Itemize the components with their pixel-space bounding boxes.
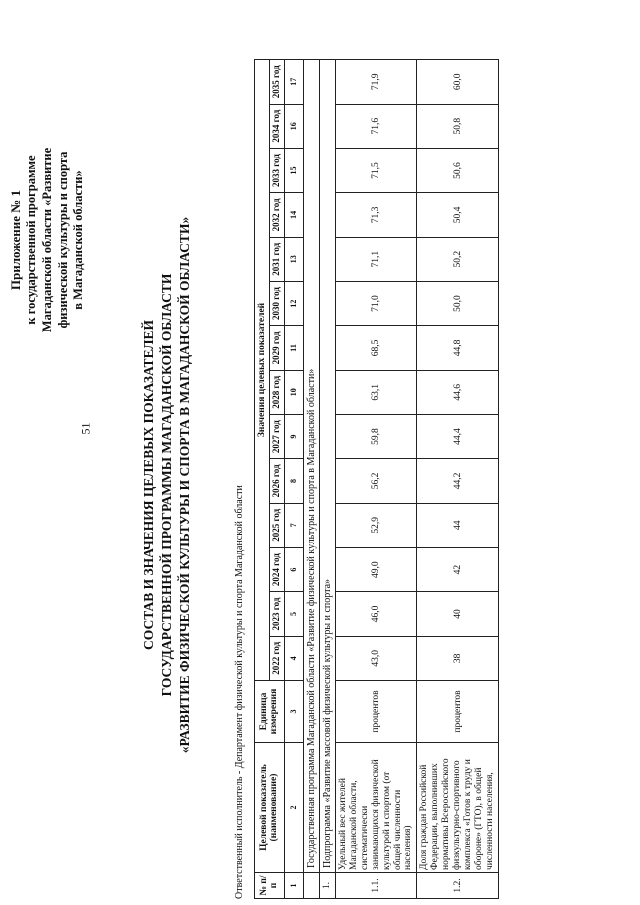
year-header: 2034 год xyxy=(270,104,285,148)
appendix-line: физической культуры и спорта xyxy=(55,151,70,329)
year-header: 2033 год xyxy=(270,148,285,192)
year-header: 2025 год xyxy=(270,503,285,547)
year-header: 2024 год xyxy=(270,547,285,591)
title-line: ГОСУДАРСТВЕННОЙ ПРОГРАММЫ МАГАДАНСКОЙ ОБЛАСТИ xyxy=(159,273,175,697)
column-index: 15 xyxy=(284,148,303,192)
indicator-value: 50,0 xyxy=(417,281,498,325)
indicator-value: 40 xyxy=(417,592,498,636)
column-index: 16 xyxy=(284,104,303,148)
indicator-value: 50,2 xyxy=(417,237,498,281)
subprogram-row: Подпрограмма «Развитие массовой физической культуры и спорта» xyxy=(319,60,335,873)
indicator-value: 56,2 xyxy=(335,459,416,503)
header-name: Целевой показатель (наименование) xyxy=(255,743,285,873)
indicator-value: 46,0 xyxy=(335,592,416,636)
year-header: 2029 год xyxy=(270,326,285,370)
column-index: 3 xyxy=(284,681,303,743)
column-index: 13 xyxy=(284,237,303,281)
rotated-page-content xyxy=(0,35,610,905)
page-number: 51 xyxy=(78,422,93,435)
column-index: 8 xyxy=(284,459,303,503)
index-row xyxy=(284,60,303,899)
year-header: 2030 год xyxy=(270,281,285,325)
subprogram-num: 1. xyxy=(319,873,335,899)
header-unit: Единица измерения xyxy=(255,681,285,743)
year-header: 2023 год xyxy=(270,592,285,636)
indicator-value: 44 xyxy=(417,503,498,547)
indicator-value: 50,8 xyxy=(417,104,498,148)
column-index: 10 xyxy=(284,370,303,414)
table-row xyxy=(335,60,416,899)
header-num: № п/п xyxy=(255,873,285,899)
title-line: «РАЗВИТИЕ ФИЗИЧЕСКОЙ КУЛЬТУРЫ И СПОРТА В МАГАДАНСКОЙ ОБЛАСТИ» xyxy=(177,216,193,754)
indicator-unit: процентов xyxy=(417,681,498,743)
indicator-value: 52,9 xyxy=(335,503,416,547)
responsible-executor: Ответственный исполнитель - Департамент физической культуры и спорта Магаданской области xyxy=(234,485,245,899)
column-index: 4 xyxy=(284,636,303,680)
appendix-header xyxy=(8,125,87,355)
table-row xyxy=(417,60,498,899)
indicator-name: Доля граждан Российской Федерации, выполнивших нормативы Всероссийского физкультурно-спортивного комплекса «Готов к труду и обороне» (ГТО), в общей численности населения, xyxy=(417,743,498,873)
indicator-value: 50,4 xyxy=(417,193,498,237)
year-header: 2022 год xyxy=(270,636,285,680)
column-index: 9 xyxy=(284,414,303,458)
indicator-value: 44,6 xyxy=(417,370,498,414)
year-header: 2027 год xyxy=(270,414,285,458)
header-values: Значения целевых показателей xyxy=(255,60,270,681)
indicator-value: 71,0 xyxy=(335,281,416,325)
column-index: 11 xyxy=(284,326,303,370)
column-index: 7 xyxy=(284,503,303,547)
indicator-value: 49,0 xyxy=(335,547,416,591)
indicator-value: 43,0 xyxy=(335,636,416,680)
row-number: 1.1. xyxy=(335,873,416,899)
indicator-value: 68,5 xyxy=(335,326,416,370)
indicator-value: 44,2 xyxy=(417,459,498,503)
year-header: 2031 год xyxy=(270,237,285,281)
column-index: 1 xyxy=(284,873,303,899)
year-header: 2032 год xyxy=(270,193,285,237)
indicator-value: 59,8 xyxy=(335,414,416,458)
year-header: 2026 год xyxy=(270,459,285,503)
indicators-table xyxy=(254,59,499,899)
indicator-value: 50,6 xyxy=(417,148,498,192)
appendix-line: к государственной программе xyxy=(24,155,39,325)
document-title xyxy=(140,185,195,785)
column-index: 2 xyxy=(284,743,303,873)
row-number: 1.2. xyxy=(417,873,498,899)
indicator-value: 71,5 xyxy=(335,148,416,192)
indicator-value: 44,8 xyxy=(417,326,498,370)
indicator-value: 38 xyxy=(417,636,498,680)
year-header: 2028 год xyxy=(270,370,285,414)
program-row: Государственная программа Магаданской области «Развитие физической культуры и спорта в Магаданской области» xyxy=(303,60,319,873)
indicator-unit: процентов xyxy=(335,681,416,743)
indicator-value: 71,9 xyxy=(335,60,416,105)
indicator-value: 63,1 xyxy=(335,370,416,414)
column-index: 5 xyxy=(284,592,303,636)
column-index: 6 xyxy=(284,547,303,591)
year-header: 2035 год xyxy=(270,60,285,105)
column-index: 12 xyxy=(284,281,303,325)
indicator-name: Удельный вес жителей Магаданской области, систематически занимающихся физической культурой и спортом (от общей численности населения) xyxy=(335,743,416,873)
indicator-value: 71,1 xyxy=(335,237,416,281)
indicator-value: 71,3 xyxy=(335,193,416,237)
indicator-value: 71,6 xyxy=(335,104,416,148)
appendix-number: Приложение № 1 xyxy=(8,189,23,291)
indicator-value: 44,4 xyxy=(417,414,498,458)
column-index: 14 xyxy=(284,193,303,237)
indicator-value: 60,0 xyxy=(417,60,498,105)
title-line: СОСТАВ И ЗНАЧЕНИЯ ЦЕЛЕВЫХ ПОКАЗАТЕЛЕЙ xyxy=(141,320,156,650)
column-index: 17 xyxy=(284,60,303,105)
appendix-line: в Магаданской области» xyxy=(71,170,86,310)
indicator-value: 42 xyxy=(417,547,498,591)
appendix-line: Магаданской области «Развитие xyxy=(39,147,54,333)
